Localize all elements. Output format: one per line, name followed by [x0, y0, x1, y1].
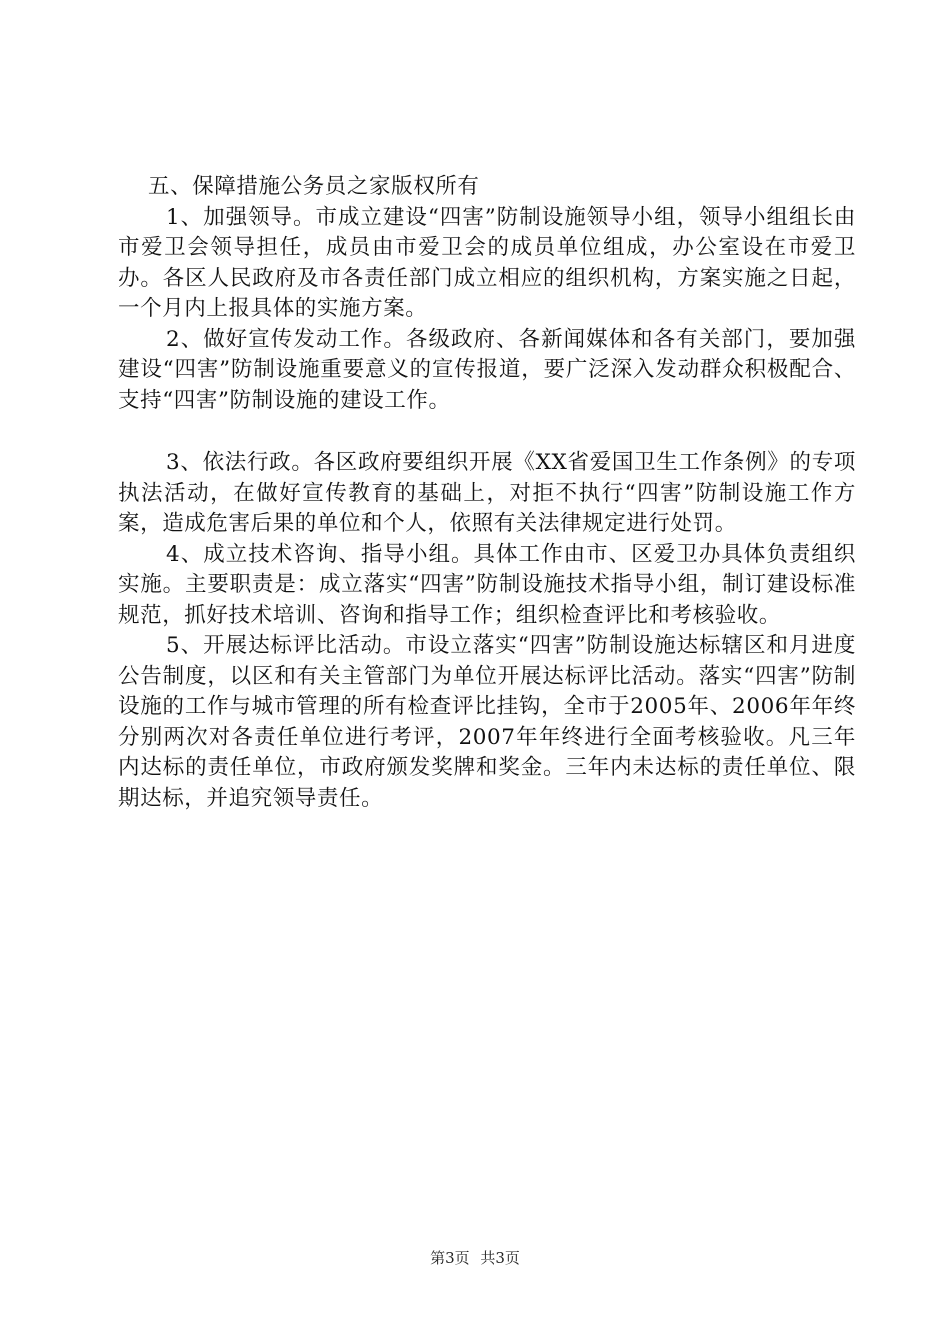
paragraph-2: 2、做好宣传发动工作。各级政府、各新闻媒体和各有关部门，要加强建设“四害”防制设施重要意义的宣传报道，要广泛深入发动群众积极配合、支持“四害”防制设施的建设工作。 [118, 326, 856, 413]
paragraph-1: 1、加强领导。市成立建设“四害”防制设施领导小组，领导小组组长由市爱卫会领导担任，成员由市爱卫会的成员单位组成，办公室设在市爱卫办。各区人民政府及市各责任部门成立相应的组织机构，方案实施之日起，一个月内上报具体的实施方案。 [118, 204, 856, 321]
page-footer [0, 1248, 950, 1268]
document-body [118, 172, 856, 814]
paragraph-4: 4、成立技术咨询、指导小组。具体工作由市、区爱卫办具体负责组织实施。主要职责是：成立落实“四害”防制设施技术指导小组，制订建设标准规范，抓好技术培训、咨询和指导工作；组织检查评比和考核验收。 [118, 541, 856, 628]
section-heading: 五、保障措施公务员之家版权所有 [148, 174, 480, 199]
page-number: 第3页 [430, 1249, 470, 1267]
paragraph-3: 3、依法行政。各区政府要组织开展《XX省爱国卫生工作条例》的专项执法活动，在做好宣传教育的基础上，对拒不执行“四害”防制设施工作方案，造成危害后果的单位和个人，依照有关法律规定进行处罚。 [118, 450, 856, 536]
paragraph-5: 5、开展达标评比活动。市设立落实“四害”防制设施达标辖区和月进度公告制度，以区和有关主管部门为单位开展达标评比活动。落实“四害”防制设施的工作与城市管理的所有检查评比挂钩，全市于2005年、2006年年终分别两次对各责任单位进行考评，2007年年终进行全面考核验收。凡三年内达标的责任单位，市政府颁发奖牌和奖金。三年内未达标的责任单位、限期达标，并追究领导责任。 [118, 633, 856, 811]
page-total: 共3页 [480, 1249, 520, 1267]
